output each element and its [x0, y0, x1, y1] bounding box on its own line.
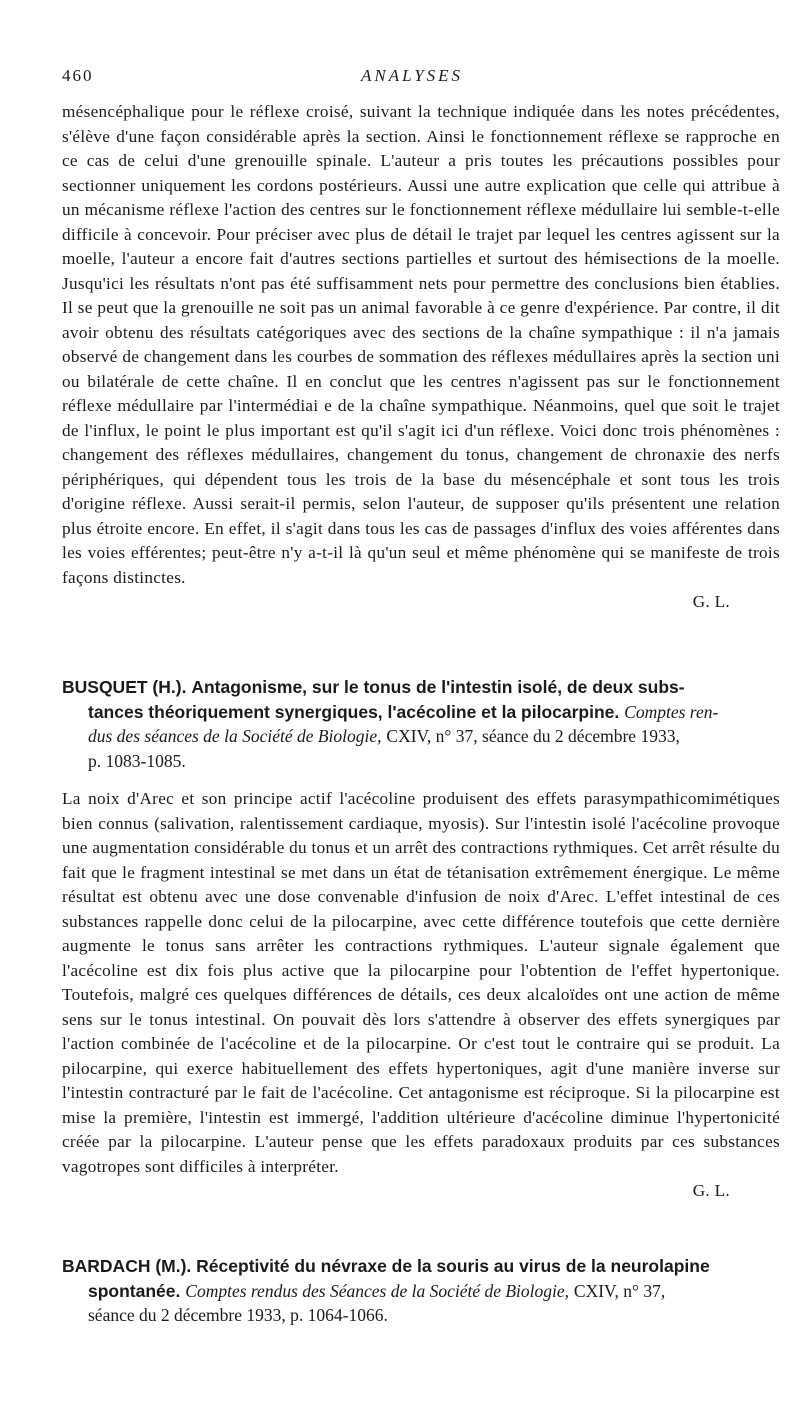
- entry-bardach: [62, 1254, 784, 1328]
- entry-details-b: p. 1083-1085.: [88, 750, 186, 771]
- entry-details-a: CXIV, n° 37,: [573, 1280, 666, 1301]
- entry-author: BUSQUET (H.).: [62, 677, 187, 697]
- continuation-signature-line: [62, 590, 780, 615]
- entry-details-a: CXIV, n° 37, séance du 2 décembre 1933,: [386, 726, 680, 746]
- page-number: 460: [62, 66, 94, 85]
- running-title: ANALYSES: [360, 66, 464, 85]
- entry-body: [62, 787, 780, 1204]
- entry-title-line1: Réceptivité du névraxe de la souris au virus de la neurolapine: [196, 1256, 710, 1276]
- entry-title-line1: Antagonisme, sur le tonus de l'intestin isolé, de deux subs-: [191, 677, 685, 697]
- entry-heading: [62, 1254, 784, 1328]
- entry-heading: [62, 675, 784, 773]
- entry-paragraph: La noix d'Arec et son principe actif l'acécoline produisent des effets parasympathicomimétiques bien connus (salivation, ralentissement cardiaque, myosis). Sur l'intestin isolé l'acécoline provoque une augmentation considérable du tonus et un arrêt des contractions rythmiques. Cet arrêt résulte du fait que le fragment intestinal se met dans un état de tétanisation extrêmement énergique. Le même résultat est obtenu avec une dose convenable d'infusion de noix d'Arec. L'effet intestinal de ces substances rappelle donc celui de la pilocarpine, avec cette différence toutefois que cette dernière augmente le tonus sans arrêter les contractions rythmiques. L'auteur signale également que l'acécoline est dix fois plus active que la pilocarpine pour l'obtention de l'effet hypertonique. Toutefois, malgré ces quelques différences de détails, ces deux alcaloïdes ont une action de même sens sur le tonus intestinal. On pouvait dès lors s'attendre à observer des effets synergiques par l'action combinée de l'acécoline et de la pilocarpine. Or c'est tout le contraire qui se produit. La pilocarpine, qui exerce habituellement des effets hypertoniques, agit d'une manière inverse sur l'intestin contracturé par le fait de l'acécoline. Cet antagonisme est réciproque. Si la pilocarpine est mise la première, l'intestin est immergé, l'addition ultérieure d'acécoline diminue l'hypertonicité créée par la pilocarpine. L'auteur pense que les effets paradoxaux produits par ces substances vagotropes sont difficiles à interpréter.: [62, 789, 780, 1176]
- entry-source-a: Comptes ren-: [624, 701, 719, 722]
- entry-source-b: dus des séances de la Société de Biologie,: [88, 726, 382, 746]
- entry-source-a: Comptes rendus des Séances de la Société de Biologie,: [185, 1280, 570, 1301]
- entry-title-line2: spontanée.: [88, 1280, 181, 1301]
- running-head: [62, 66, 762, 88]
- entry-signature-line: [62, 1179, 780, 1204]
- continuation-signature: G. L.: [692, 592, 730, 611]
- continuation-paragraph: mésencéphalique pour le réflexe croisé, suivant la technique indiquée dans les notes précédentes, s'élève d'une façon considérable après la section. Ainsi le fonctionnement réflexe se rapproche en ce cas de celui d'une grenouille spinale. L'auteur a pris toutes les précautions possibles pour sectionner uniquement les cordons postérieurs. Aussi une autre explication que celle qui attribue à un mécanisme réflexe l'action des centres sur le fonctionnement réflexe médullaire lui semble-t-elle difficile à concevoir. Pour préciser avec plus de détail le trajet par lequel les centres agissent sur la moelle, l'auteur a encore fait d'autres sections partielles et surtout des hémisections de la moelle. Jusqu'ici les résultats n'ont pas été suffisamment nets pour permettre des conclusions bien établies. Il se peut que la grenouille ne soit pas un animal favorable à ce genre d'expérience. Par contre, il dit avoir obtenu des résultats catégoriques avec des sections de la chaîne sympathique : il n'a jamais observé de changement dans les courbes de sommation des réflexes médullaires après la section uni ou bilatérale de cette chaîne. Il en conclut que les centres n'agissent pas sur le fonctionnement réflexe médullaire par l'intermédiai e de la chaîne sympathique. Néanmoins, quel que soit le trajet de l'influx, le point le plus important est qu'il s'agit ici d'un réflexe. Voici donc trois phénomènes : changement des réflexes médullaires, changement du tonus, changement de chronaxie des nerfs périphériques, qui dépendent tous les trois de la base du mésencéphale et sont tous les trois d'origine réflexe. Aussi serait-il permis, selon l'auteur, de supposer qu'ils présentent une relation plus étroite encore. En effet, il s'agit dans tous les cas de passages d'influx des voies afférentes dans les voies efférentes; peut-être n'y a-t-il là qu'un seul et même phénomène qui se manifeste de trois façons distinctes.: [62, 102, 780, 587]
- continuation-section: [62, 100, 780, 615]
- entry-busquet: [62, 675, 784, 1204]
- entry-title-line2: tances théoriquement synergiques, l'acécoline et la pilocarpine.: [88, 701, 620, 722]
- entry-signature: G. L.: [692, 1181, 730, 1200]
- entry-author: BARDACH (M.).: [62, 1256, 192, 1276]
- entry-details-b: séance du 2 décembre 1933, p. 1064-1066.: [88, 1305, 388, 1325]
